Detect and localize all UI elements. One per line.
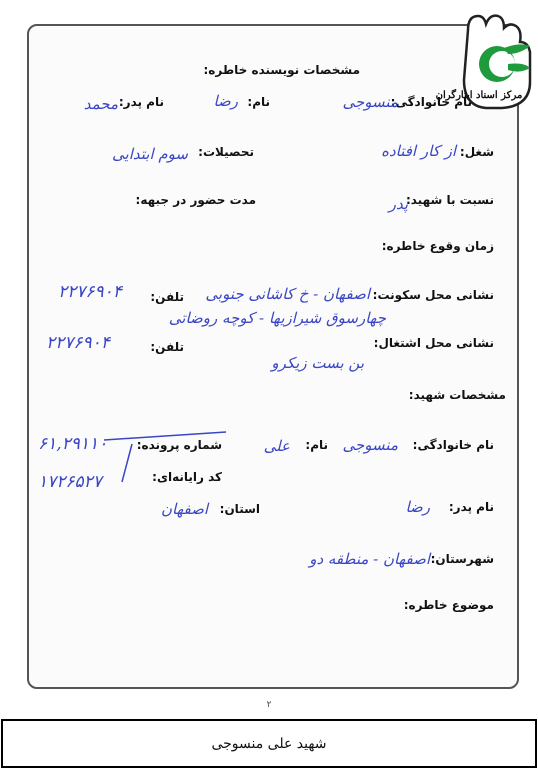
relation-label: نسبت با شهید: <box>405 193 494 207</box>
province-label: استان: <box>219 502 260 516</box>
front-label: مدت حضور در جبهه: <box>135 193 256 207</box>
m-surname-label: نام خانوادگی: <box>412 438 494 452</box>
logo-text: مرکز اسناد ایثارگران <box>435 90 523 101</box>
martyr-header: مشخصات شهید: <box>408 388 506 402</box>
work-value-line2: بن بست زیکرو <box>271 354 364 372</box>
m-name-label: نام: <box>305 438 328 452</box>
phone-value-1: ۲۲۷۶۹۰۴ <box>58 282 122 302</box>
relation-value: پدر <box>388 195 408 213</box>
phone-label-1: تلفن: <box>150 290 184 304</box>
caption-text: شهید علی منسوجی <box>211 735 327 752</box>
page-number: ۲ <box>266 700 272 710</box>
work-label: نشانی محل اشتغال: <box>373 336 494 350</box>
m-surname-value: منسوجی <box>342 436 398 454</box>
job-value: از کار افتاده <box>381 142 456 160</box>
work-value-line1: چهارسوق شیرازیها - کوچه روضاتی <box>168 309 386 327</box>
province-value: اصفهان <box>161 500 208 518</box>
education-value: سوم ابتدایی <box>112 145 188 163</box>
father-value: محمد <box>83 95 118 113</box>
file-value: ۶۱,۲۹۱۱۰ <box>38 434 108 454</box>
file-label: شماره پرونده: <box>136 438 222 452</box>
education-label: تحصیلات: <box>198 145 254 159</box>
job-label: شغل: <box>459 145 494 159</box>
time-label: زمان وقوع خاطره: <box>381 239 494 253</box>
phone-value-2: ۲۲۷۶۹۰۴ <box>46 333 110 353</box>
father-label: نام پدر: <box>118 95 164 109</box>
m-father-label: نام پدر: <box>448 500 494 514</box>
city-label: شهرستان: <box>430 552 494 566</box>
residence-label: نشانی محل سکونت: <box>372 288 494 302</box>
city-value: اصفهان - منطقه دو <box>309 550 430 568</box>
surname-value: منسوجی <box>342 93 398 111</box>
surname-label: نام خانوادگی: <box>390 95 472 109</box>
phone-label-2: تلفن: <box>150 340 184 354</box>
caption-box <box>1 719 537 768</box>
name-label: نام: <box>247 95 270 109</box>
m-name-value: علی <box>263 437 290 455</box>
subject-label: موضوع خاطره: <box>403 598 494 612</box>
name-value: رضا <box>213 92 238 110</box>
code-value: ۱۷۲۶۵۲۷ <box>38 472 102 492</box>
writer-header: مشخصات نویسنده خاطره: <box>203 63 360 77</box>
residence-value: اصفهان - خ کاشانی جنوبی <box>205 285 370 303</box>
m-father-value: رضا <box>405 498 430 516</box>
code-label: کد رایانه‌ای: <box>152 470 222 484</box>
